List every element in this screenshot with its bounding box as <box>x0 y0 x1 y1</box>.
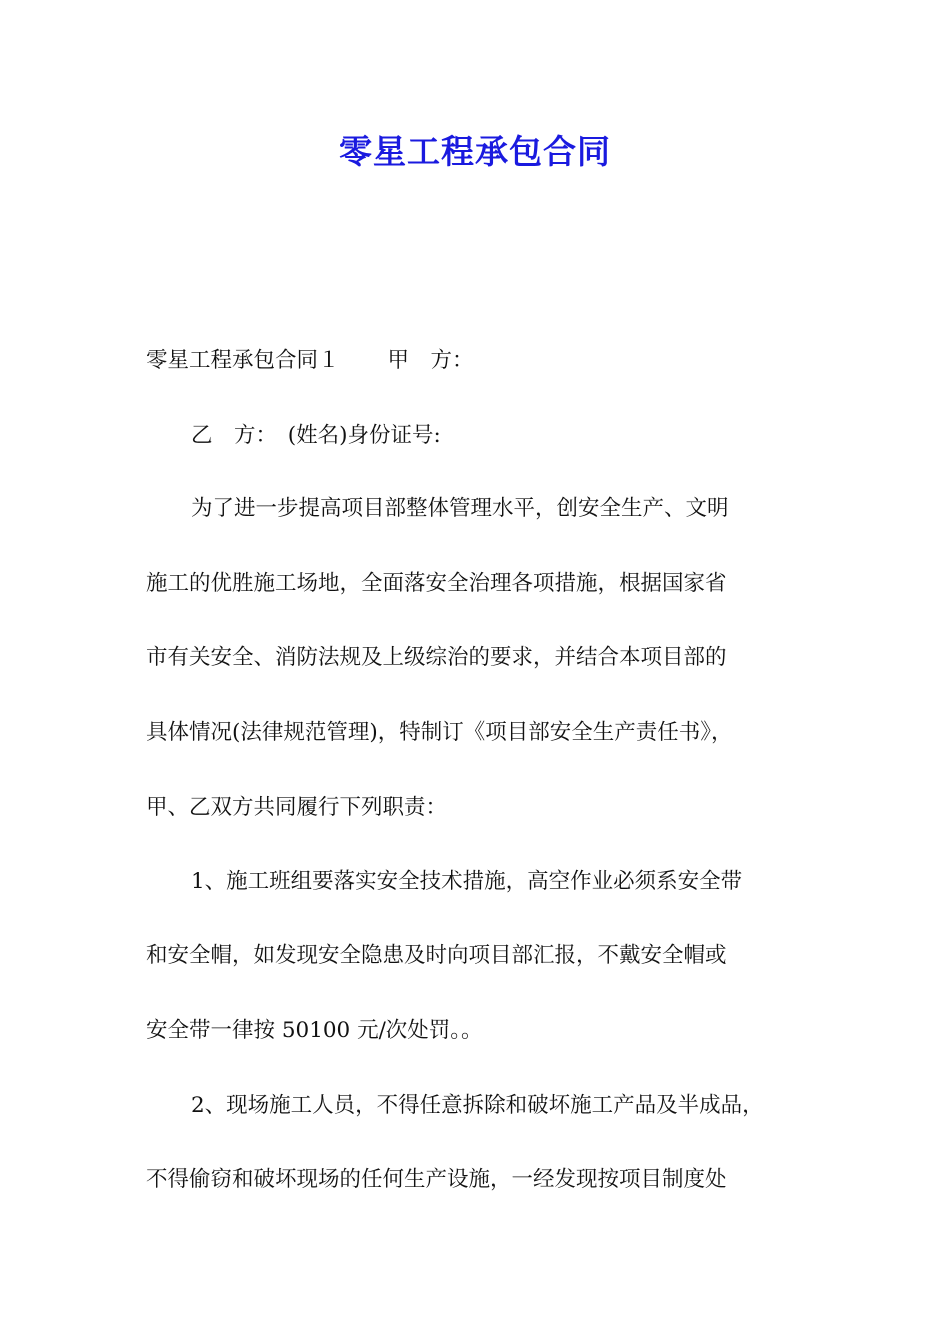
party-b-line: 乙 方： (姓名)身份证号: <box>191 423 441 448</box>
party-a-label: 甲 方： <box>387 348 474 373</box>
header-line <box>146 341 826 381</box>
document-title: 零星工程承包合同 <box>339 132 611 171</box>
paragraph-line: 市有关安全、消防法规及上级综治的要求，并结合本项目部的 <box>146 645 727 670</box>
paragraph-line: 和安全帽，如发现安全隐患及时向项目部汇报，不戴安全帽或 <box>146 943 727 968</box>
paragraph-line: 2、现场施工人员，不得任意拆除和破坏施工产品及半成品， <box>191 1093 764 1118</box>
paragraph-line: 为了进一步提高项目部整体管理水平，创安全生产、文明 <box>191 496 729 521</box>
paragraph-line: 施工的优胜施工场地，全面落安全治理各项措施，根据国家省 <box>146 571 727 596</box>
paragraph-line: 甲、乙双方共同履行下列职责： <box>146 795 448 820</box>
paragraph-line: 不得偷窃和破坏现场的任何生产设施，一经发现按项目制度处 <box>146 1167 727 1192</box>
paragraph-line: 1、施工班组要落实安全技术措施，高空作业必须系安全带 <box>191 869 743 894</box>
paragraph-line: 安全带一律按 50100 元/次处罚。。 <box>146 1018 483 1043</box>
paragraph-line: 具体情况(法律规范管理)，特制订《项目部安全生产责任书》， <box>146 720 733 745</box>
contract-header-label: 零星工程承包合同１ <box>146 348 340 373</box>
